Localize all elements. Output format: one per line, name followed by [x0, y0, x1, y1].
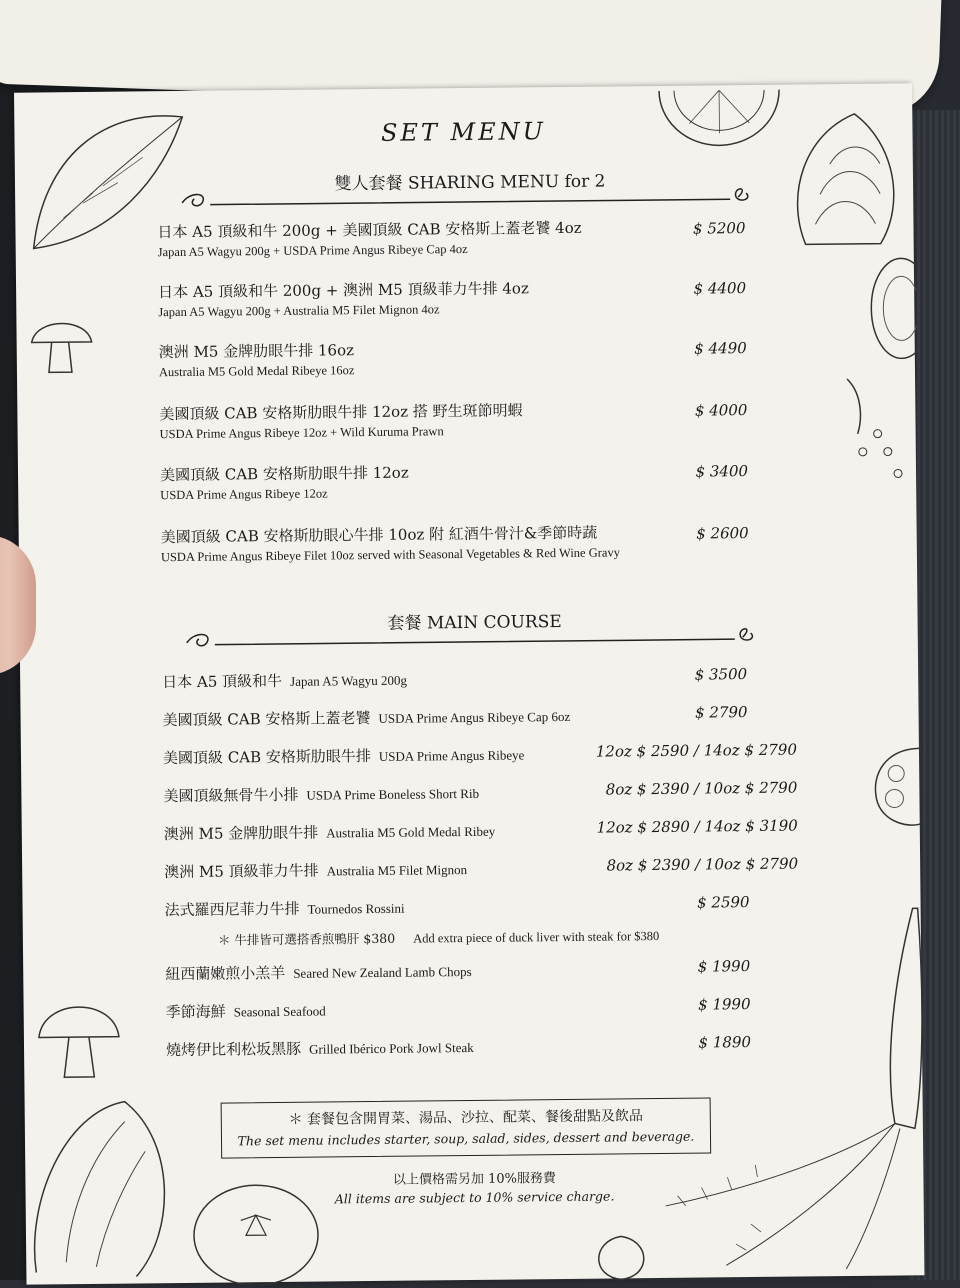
item-price: $ 4490: [694, 339, 747, 358]
item-name-en: Australia M5 Filet Mignon: [326, 862, 468, 879]
item-price: $ 5200: [692, 219, 746, 238]
mushroom-illustration: [26, 312, 97, 383]
item-price: $ 3400: [695, 462, 749, 481]
item-price: $ 2600: [696, 524, 749, 543]
main-course-item: [163, 778, 823, 806]
item-name-zh: 季節海鮮: [165, 1002, 226, 1022]
main-course-heading-text: 套餐 MAIN COURSE: [387, 611, 562, 634]
main-course-item: [162, 702, 822, 730]
item-name-zh: 紐西蘭嫩煎小羔羊: [165, 963, 286, 984]
item-name-en: Japan A5 Wagyu 200g + USDA Prime Angus Ribeye Cap 4oz: [157, 241, 468, 260]
item-price: $ 2590: [696, 893, 750, 912]
item-name-zh: 燒烤伊比利松坂黑豚: [165, 1039, 302, 1060]
item-name-zh: 澳洲 M5 頂級菲力牛排: [164, 861, 319, 882]
item-name-zh: 法式羅西尼菲力牛排: [164, 899, 300, 920]
item-name-zh: 澳洲 M5 金牌肋眼牛排 16oz: [158, 341, 355, 362]
item-price: 8oz $ 2390 / 10oz $ 2790: [605, 778, 798, 799]
sharing-item: [157, 214, 817, 260]
item-name-zh: 美國頂級 CAB 安格斯上蓋老饕: [162, 709, 371, 730]
sharing-item: [160, 457, 820, 503]
item-name-en: USDA Prime Angus Ribeye Cap 6oz: [378, 708, 571, 726]
item-price: $ 1990: [698, 995, 751, 1014]
item-price: 12oz $ 2890 / 14oz $ 3190: [596, 816, 798, 837]
includes-en: The set menu includes starter, soup, salad, sides, dessert and beverage.: [237, 1128, 695, 1149]
cauliflower-illustration: [866, 743, 927, 834]
item-name-en: Australia M5 Gold Medal Ribeye 16oz: [158, 363, 355, 380]
sharing-item: [161, 519, 821, 565]
item-price: $ 1990: [697, 957, 751, 976]
item-name-en: Grilled Ibérico Pork Jowl Steak: [308, 1039, 474, 1057]
sharing-item: [159, 396, 819, 442]
peas-illustration: [837, 373, 908, 484]
item-name-zh: 澳洲 M5 金牌肋眼牛排: [163, 823, 319, 844]
item-name-en: USDA Prime Angus Ribeye Filet 10oz served with Seasonal Vegetables & Red Wine Gravy: [160, 545, 620, 565]
item-name-en: Japan A5 Wagyu 200g: [290, 672, 407, 689]
item-name-zh: 美國頂級 CAB 安格斯肋眼心牛排 10oz 附 紅酒牛骨汁&季節時蔬: [160, 523, 598, 547]
item-name-en: Tournedos Rossini: [307, 900, 405, 917]
set-menu-includes-box: [221, 1097, 712, 1158]
item-price: $ 2790: [694, 703, 748, 722]
item-name-en: Seasonal Seafood: [233, 1003, 326, 1020]
service-charge-en: All items are subject to 10% service charge.: [334, 1188, 615, 1207]
item-name-zh: 美國頂級 CAB 安格斯肋眼牛排: [162, 747, 371, 768]
item-name-en: USDA Prime Angus Ribeye: [378, 747, 525, 764]
item-name-en: USDA Prime Angus Ribeye 12oz + Wild Kuruma Prawn: [159, 424, 444, 442]
item-name-en: USDA Prime Boneless Short Rib: [306, 785, 480, 803]
menu-title: SET MENU: [380, 117, 547, 147]
item-name-zh: 日本 A5 頂級和牛 200g + 澳洲 M5 頂級菲力牛排 4oz: [158, 279, 529, 302]
item-name-en: Australia M5 Gold Medal Ribey: [326, 823, 496, 841]
duck-liver-note: [218, 926, 660, 949]
item-name-en: USDA Prime Angus Ribeye 12oz: [160, 486, 328, 503]
item-price: $ 4000: [694, 401, 748, 420]
flourish-divider: [180, 183, 760, 211]
item-name-en: Seared New Zealand Lamb Chops: [293, 963, 472, 981]
oyster-illustration: [866, 253, 917, 364]
note-en: Add extra piece of duck liver with steak for $380: [413, 928, 660, 946]
item-price: $ 3500: [694, 665, 748, 684]
flourish-divider: [185, 623, 765, 651]
main-course-item: [164, 816, 824, 844]
menu-page: [14, 83, 924, 1284]
service-charge-zh: 以上價格需另加 10%服務費: [392, 1171, 557, 1188]
sharing-item: [159, 334, 819, 380]
item-name-zh: 美國頂級 CAB 安格斯肋眼牛排 12oz: [159, 463, 409, 485]
item-price: 12oz $ 2590 / 14oz $ 2790: [595, 740, 798, 761]
item-price: $ 1890: [698, 1033, 752, 1052]
item-price: 8oz $ 2390 / 10oz $ 2790: [606, 854, 799, 875]
sharing-menu-heading: [180, 165, 760, 211]
mushroom-illustration: [33, 992, 124, 1083]
note-zh: ＊ 牛排皆可選搭香煎鴨肝 $380: [217, 930, 396, 948]
item-price: $ 4400: [693, 279, 747, 298]
sharing-menu-heading-text: 雙人套餐 SHARING MENU for 2: [334, 171, 606, 195]
main-course-item: [162, 664, 822, 692]
sharing-item: [158, 274, 818, 320]
item-name-zh: 日本 A5 頂級和牛 200g + 美國頂級 CAB 安格斯上蓋老饕 4oz: [157, 218, 582, 242]
item-name-zh: 日本 A5 頂級和牛: [162, 671, 283, 692]
main-course-heading: [184, 605, 764, 651]
item-name-zh: 美國頂級 CAB 安格斯肋眼牛排 12oz 搭 野生斑節明蝦: [159, 401, 523, 424]
item-name-en: Japan A5 Wagyu 200g + Australia M5 Filet Mignon 4oz: [158, 302, 440, 320]
main-course-item: [163, 740, 823, 768]
item-name-zh: 美國頂級無骨牛小排: [163, 785, 299, 806]
main-course-item: [164, 854, 824, 882]
includes-zh: ＊ 套餐包含開胃菜、湯品、沙拉、配菜、餐後甜點及飲品: [288, 1108, 644, 1128]
